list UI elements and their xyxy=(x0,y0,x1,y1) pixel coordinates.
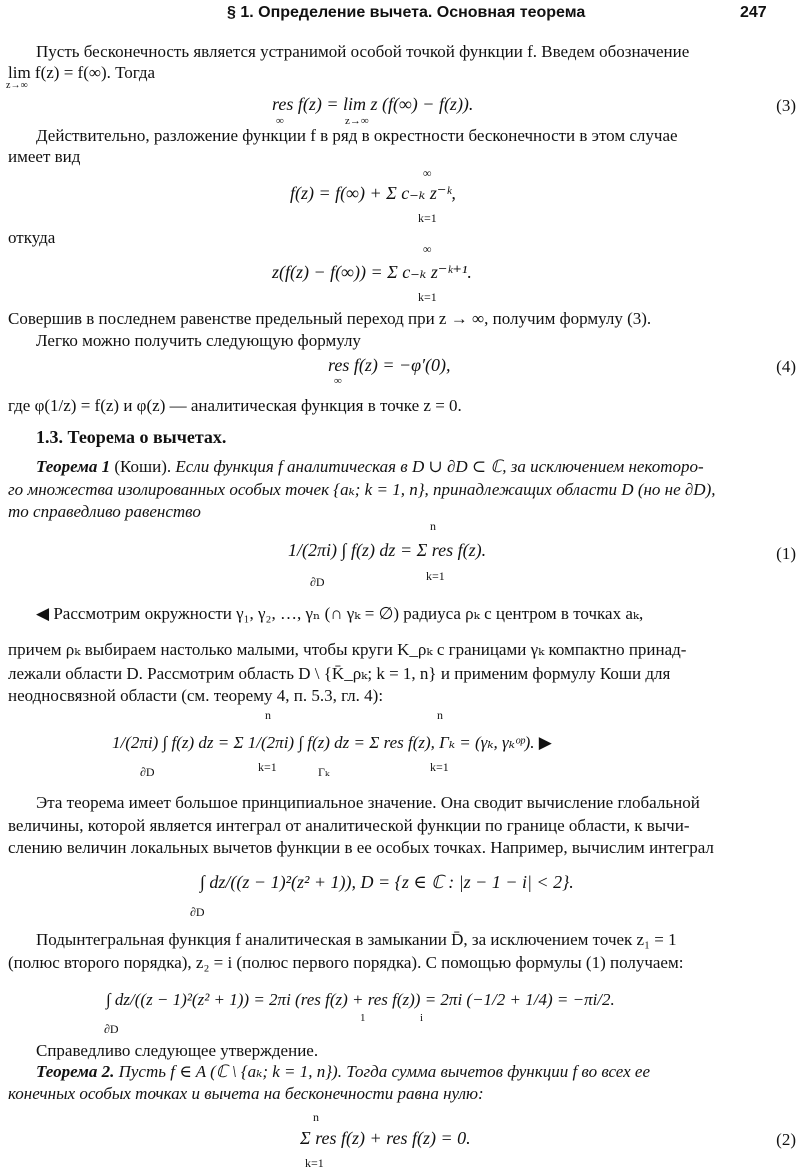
text-line: то справедливо равенство xyxy=(8,502,201,521)
text-line: конечных особых точках и вычета на бесконечности равна нулю: xyxy=(8,1084,484,1103)
equation-number-3: (3) xyxy=(776,96,796,115)
equation-number-1: (1) xyxy=(776,544,796,563)
equation-2: Σ res f(z) + res f(z) = 0. xyxy=(300,1128,471,1148)
integral-subscript: ∂D xyxy=(310,575,325,589)
equation-expansion: f(z) = f(∞) + Σ c₋ₖ z⁻ᵏ, xyxy=(290,183,456,203)
text-line: Действительно, разложение функции f в ряд в окрестности бесконечности в этом случае xyxy=(36,126,678,145)
theorem-2-text: Пусть f ∈ A (ℂ \ {aₖ; k = 1, n}). Тогда сумма вычетов функции f во всех ее xyxy=(118,1062,651,1081)
sum-upper-limit: n xyxy=(430,519,436,533)
theorem-1-label: Теорема 1 xyxy=(36,457,111,476)
limit-subscript: z→∞ xyxy=(6,80,28,91)
sum-lower-limit: k=1 xyxy=(258,760,277,774)
text-line: Пусть бесконечность является устранимой особой точкой функции f. Введем обозначение xyxy=(36,42,690,61)
subscript-inf: ∞ xyxy=(334,375,342,387)
text-line: неодносвязной области (см. теорему 4, п. 5.3, гл. 4): xyxy=(8,686,384,705)
equation-example: ∫ dz/((z − 1)²(z² + 1)), D = {z ∈ ℂ : |z − 1 − i| < 2}. xyxy=(200,872,574,892)
theorem-1-line xyxy=(36,457,704,477)
sum-lower-limit: k=1 xyxy=(418,211,437,225)
subscript-z-to-inf: z→∞ xyxy=(345,115,369,127)
theorem-2-line xyxy=(36,1062,650,1082)
integral-subscript: ∂D xyxy=(140,765,155,779)
text-line: имеет вид xyxy=(8,147,81,166)
running-header-title: § 1. Определение вычета. Основная теорема xyxy=(227,4,586,21)
sum-upper-limit: n xyxy=(437,708,443,722)
integral-subscript: Γₖ xyxy=(318,765,330,779)
text-line: величины, которой является интеграл от аналитической функции по границе области, к вычи- xyxy=(8,816,690,835)
text-line: откуда xyxy=(8,228,56,247)
text-line: лежали области D. Рассмотрим область D \ {K̄_ρₖ; k = 1, n} и применим формулу Коши для xyxy=(8,664,671,683)
page-number: 247 xyxy=(740,4,767,21)
sum-lower-limit: k=1 xyxy=(426,569,445,583)
sum-lower-limit: k=1 xyxy=(430,760,449,774)
text-line: го множества изолированных особых точек {aₖ; k = 1, n}, принадлежащих области D (но не ∂D), xyxy=(8,480,716,499)
section-heading: 1.3. Теорема о вычетах. xyxy=(36,427,227,447)
equation-4: res f(z) = −φ′(0), xyxy=(328,355,451,375)
sum-upper-limit: n xyxy=(265,708,271,722)
subscript-inf: ∞ xyxy=(276,115,284,127)
theorem-2-label: Теорема 2. xyxy=(36,1062,115,1081)
equation-derived: z(f(z) − f(∞)) = Σ c₋ₖ z⁻ᵏ⁺¹. xyxy=(272,262,472,282)
text-line: где φ(1/z) = f(z) и φ(z) — аналитическая функция в точке z = 0. xyxy=(8,396,462,415)
text-line: ◀ Рассмотрим окружности γ₁, γ₂, …, γₙ (∩ γₖ = ∅) радиуса ρₖ с центром в точках aₖ, xyxy=(36,604,644,623)
integral-subscript: ∂D xyxy=(190,905,205,919)
theorem-1-text: Если функция f аналитическая в D ∪ ∂D ⊂ ℂ, за исключением некоторо- xyxy=(175,457,704,476)
text-line: слению величин локальных вычетов функции в ее особых точках. Например, вычислим интеграл xyxy=(8,838,714,857)
integral-subscript: ∂D xyxy=(104,1022,119,1036)
sum-upper-limit: ∞ xyxy=(423,166,432,180)
equation-residues: ∫ dz/((z − 1)²(z² + 1)) = 2πi (res f(z) + res f(z)) = 2πi (−1/2 + 1/4) = −πi/2. xyxy=(106,990,615,1009)
text-line: Эта теорема имеет большое принципиальное значение. Она сводит вычисление глобальной xyxy=(36,793,700,812)
text-line: причем ρₖ выбираем настолько малыми, чтобы круги K_ρₖ с границами γₖ компактно принад- xyxy=(8,640,687,659)
residue-subscript: 1 xyxy=(360,1012,366,1024)
text-line: (полюс второго порядка), z₂ = i (полюс первого порядка). С помощью формулы (1) получаем: xyxy=(8,953,684,972)
sum-lower-limit: k=1 xyxy=(305,1156,324,1170)
text-line: Подынтегральная функция f аналитическая в замыкании D̄, за исключением точек z₁ = 1 xyxy=(36,930,677,949)
text-line: Справедливо следующее утверждение. xyxy=(36,1041,319,1060)
text-line: lim f(z) = f(∞). Тогда xyxy=(8,63,156,82)
equation-1: 1/(2πi) ∫ f(z) dz = Σ res f(z). xyxy=(288,540,487,560)
sum-upper-limit: ∞ xyxy=(423,242,432,256)
sum-upper-limit: n xyxy=(313,1110,319,1124)
text-line: Совершив в последнем равенстве предельный переход при z → ∞, получим формулу (3). xyxy=(8,309,652,328)
theorem-1-name: (Коши). xyxy=(114,457,172,476)
residue-subscript: i xyxy=(420,1012,424,1024)
sum-lower-limit: k=1 xyxy=(418,290,437,304)
equation-3: res f(z) = lim z (f(∞) − f(z)). xyxy=(272,94,474,114)
text-line: Легко можно получить следующую формулу xyxy=(36,331,361,350)
equation-proof: 1/(2πi) ∫ f(z) dz = Σ 1/(2πi) ∫ f(z) dz = Σ res f(z), Γₖ = (γₖ, γₖᵒᵖ). ▶ xyxy=(112,733,552,752)
equation-number-2: (2) xyxy=(776,1130,796,1149)
equation-number-4: (4) xyxy=(776,357,796,376)
